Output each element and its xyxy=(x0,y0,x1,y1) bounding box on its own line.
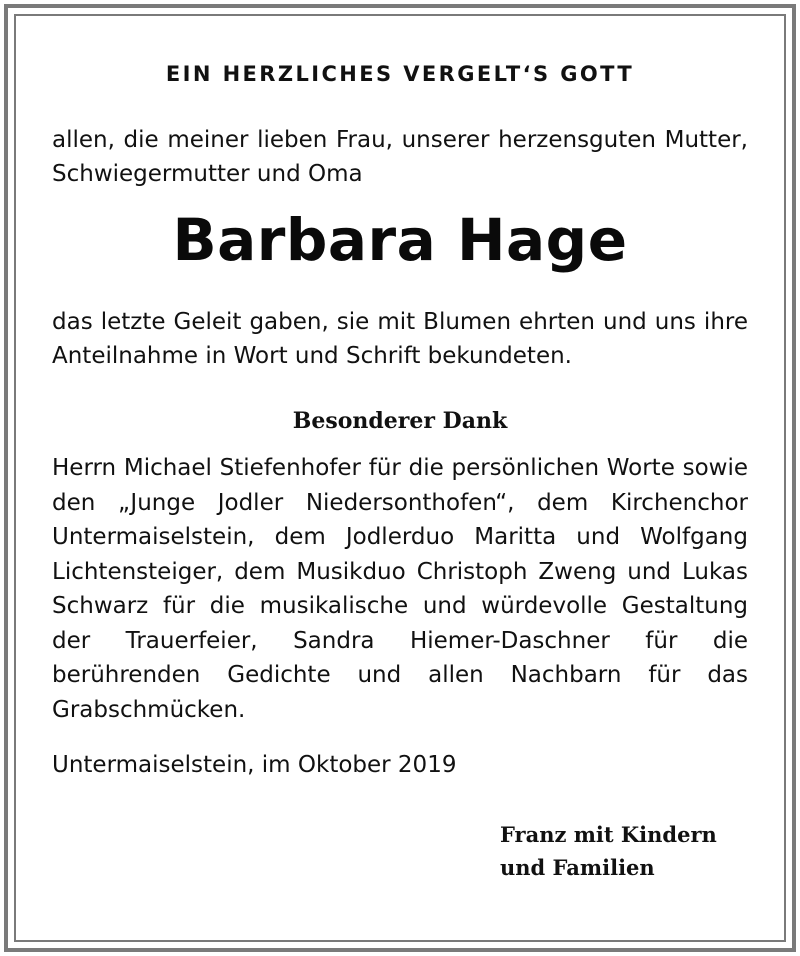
intro-paragraph: allen, die meiner lieben Frau, unserer herzensguten Mutter, Schwiegermutter und Oma xyxy=(52,127,748,187)
deceased-name: Barbara Hage xyxy=(172,206,628,274)
signature-line-1: Franz mit Kindern xyxy=(500,822,717,847)
special-thanks-paragraph: Herrn Michael Stiefenhofer für die persönlichen Worte sowie den „Junge Jodler Niedersonthofen“, dem Kirchenchor Untermaiselstein, dem Jodlerduo Maritta und Wolfgang Lichtensteiger, dem Musikduo Christoph Zweng und Lukas Schwarz für die musikalische und würdevolle Gestaltung der Trauerfeier, Sandra Hiemer-Daschner für die berührenden Gedichte und allen Nachbarn für das Grabschmücken. xyxy=(52,455,748,723)
thanks-paragraph: das letzte Geleit gaben, sie mit Blumen ehrten und uns ihre Anteilnahme in Wort und Schrift bekundeten. xyxy=(52,309,748,369)
place-and-date: Untermaiselstein, im Oktober 2019 xyxy=(52,752,457,778)
special-thanks-heading: Besonderer Dank xyxy=(292,408,508,434)
signature-line-2: und Familien xyxy=(500,855,655,880)
signature-block xyxy=(500,818,717,884)
notice-headline: EIN HERZLICHES VERGELT‘S GOTT xyxy=(165,62,635,86)
